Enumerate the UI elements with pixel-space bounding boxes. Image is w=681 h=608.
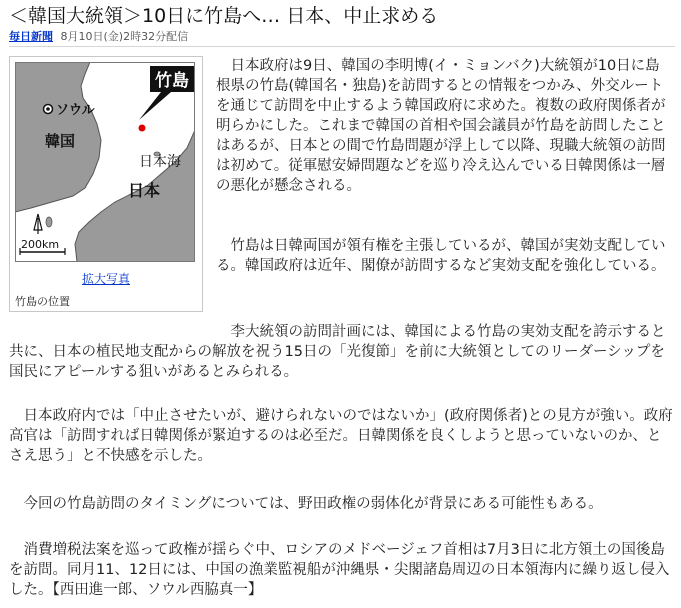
article-paragraph-3: 李大統領の訪問計画には、韓国による竹島の実効支配を誇示すると共に、日本の植民地支配からの解放を祝う15日の「光復節」を前に大統領としてのリーダーシップを国民にアピールする狙いがあるとみられる。 <box>9 324 666 380</box>
header-divider <box>9 46 675 47</box>
article-paragraph-6: 消費増税法案を巡って政権が揺らぐ中、ロシアのメドベージェフ首相は7月3日に北方領土の国後島を訪問。同月11、12日には、中国の漁業監視船が沖縄県・尖閣諸島周辺の日本領海内に繰り返し侵入した。【西田進一郎、ソウル西脇真一】 <box>9 542 670 598</box>
takeshima-map[interactable] <box>15 62 195 262</box>
takeshima-marker <box>138 124 146 132</box>
article-meta <box>9 30 188 44</box>
map-label-takeshima: 竹島 <box>155 71 189 91</box>
article-paragraph-1: 日本政府は9日、韓国の李明博(イ・ミョンバク)大統領が10日に島根県の竹島(韓国名・独島)を訪問するとの情報をつかみ、外交ルートを通じて訪問を中止するよう韓国政府に求めた。複数の政府関係者が明らかにした。これまで韓国の首相や国会議員が竹島を訪問したことはあるが、日本との間で竹島問題が浮上して以降、現職大統領の訪問は初めて。従軍慰安婦問題などを巡り冷え込んでいる日韓関係は一層の悪化が懸念される。 <box>216 58 666 194</box>
publish-datetime: 8月10日(金)2時32分配信 <box>60 30 189 43</box>
map-label-sea-of-japan: 日本海 <box>139 154 181 170</box>
article-paragraph-5: 今回の竹島訪問のタイミングについては、野田政権の弱体化が背景にある可能性もある。 <box>9 496 603 512</box>
map-label-seoul: ソウル <box>56 103 95 118</box>
seoul-marker-dot <box>46 107 50 111</box>
tsushima-island <box>46 217 52 227</box>
photo-caption: 竹島の位置 <box>15 295 70 308</box>
article-paragraph-4: 日本政府内では「中止させたいが、避けられないのではないか」(政府関係者)との見方が強い。政府高官は「訪問すれば日韓関係が緊迫するのは必至だ。日韓関係を良くしようと思っていないのか、とさえ思う」と不快感を示した。 <box>9 408 673 464</box>
map-scale-label: 200km <box>21 238 60 251</box>
map-label-korea: 韓国 <box>45 132 76 150</box>
map-label-japan: 日本 <box>128 181 161 200</box>
enlarge-photo-link[interactable]: 拡大写真 <box>81 272 130 286</box>
source-link[interactable]: 毎日新聞 <box>9 30 53 43</box>
article-paragraph-2: 竹島は日韓両国が領有権を主張しているが、韓国が実効支配している。韓国政府は近年、閣僚が訪問するなど実効支配を強化している。 <box>216 238 666 274</box>
headline: ＜韓国大統領＞10日に竹島へ… 日本、中止求める <box>9 5 439 27</box>
photo-box <box>9 56 203 312</box>
